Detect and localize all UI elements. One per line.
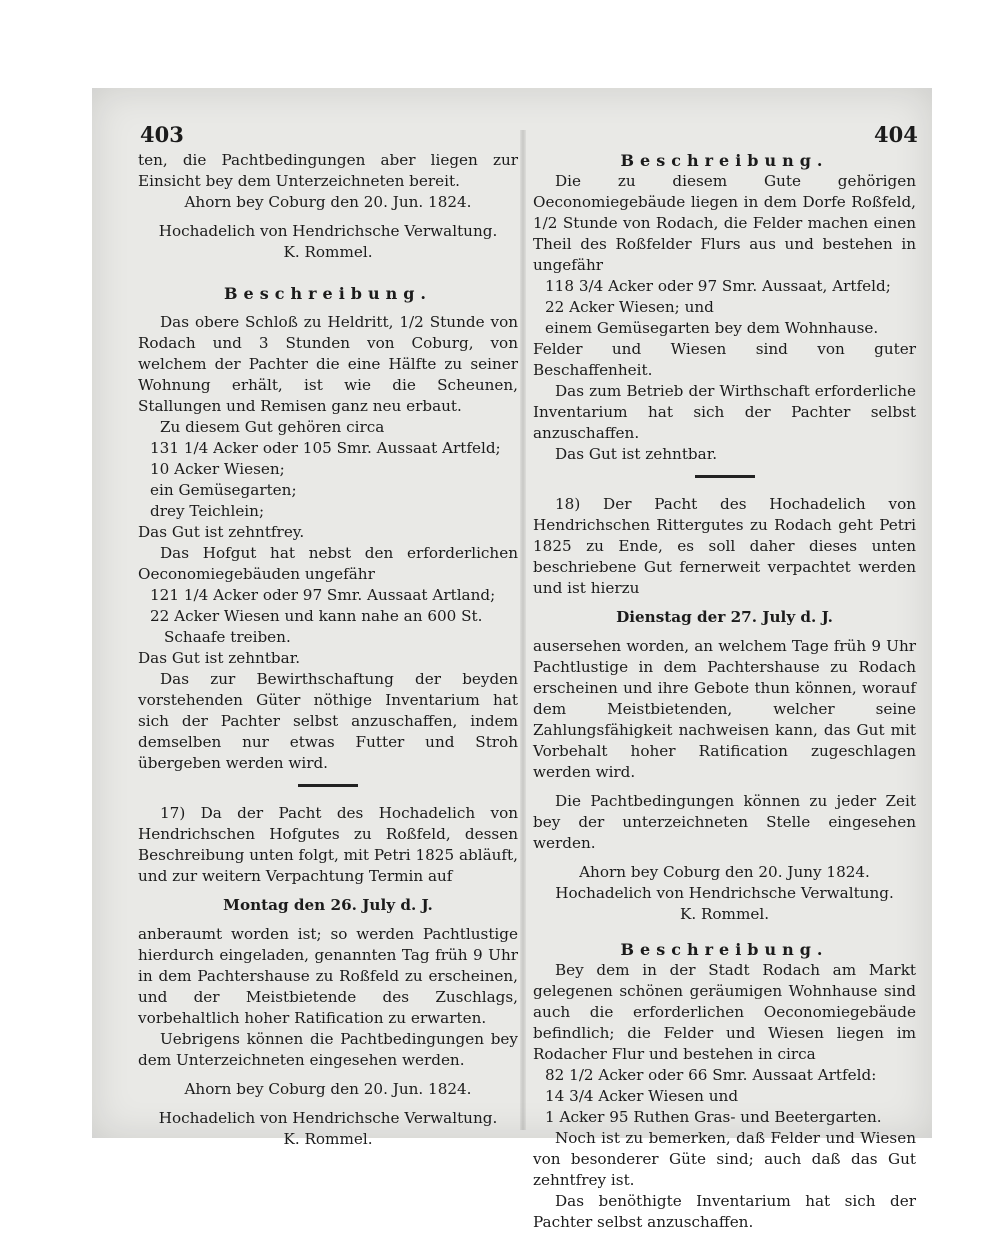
list-item: 131 1/4 Acker oder 105 Smr. Aussaat Artfeld; (150, 439, 501, 457)
list-item: ein Gemüsegarten; (150, 481, 297, 499)
signer-name: K. Rommel. (283, 243, 373, 261)
place-date: Ahorn bey Coburg den 20. Jun. 1824. (184, 193, 472, 211)
page-number-left: 403 (140, 122, 184, 147)
auction-date: Dienstag der 27. July d. J. (616, 608, 833, 626)
administration-name: Hochadelich von Hendrichsche Verwaltung. (158, 1109, 498, 1127)
list-item: einem Gemüsegarten bey dem Wohnhause. (545, 319, 879, 337)
tax-note: Das Gut ist zehntbar. (138, 649, 301, 667)
notice-17-paragraph: 17) Da der Pacht des Hochadelich von Hendrichschen Hofgutes zu Roßfeld, dessen Beschreibung unten folgt, mit Petri 1825 abläuft, und zur weitern Verpachtung Termin auf (138, 804, 518, 885)
section-divider (298, 784, 358, 787)
signer-name: K. Rommel. (679, 905, 770, 923)
list-item: 22 Acker Wiesen; und (545, 298, 714, 316)
list-lead: Zu diesem Gut gehören circa (160, 418, 385, 436)
place-date: Ahorn bey Coburg den 20. Jun. 1824. (184, 1080, 472, 1098)
notice-18-paragraph: 18) Der Pacht des Hochadelich von Hendrichschen Rittergutes zu Rodach geht Petri 1825 zu Ende, es soll daher dieses unten beschriebene Gut fernerweit verpachtet werden und ist hierzu (533, 495, 916, 597)
page-number-right: 404 (874, 122, 918, 147)
section-divider (695, 475, 755, 478)
list-item: 1 Acker 95 Ruthen Gras- und Beetergarten. (545, 1108, 882, 1126)
signer-name: K. Rommel. (283, 1130, 373, 1148)
list-item: 14 3/4 Acker Wiesen und (545, 1087, 739, 1105)
invitation-paragraph: anberaumt worden ist; so werden Pachtlustige hierdurch eingeladen, genannten Tag früh 9 Uhr in dem Pachtershause zu Roßfeld zu erscheinen, und der Meistbietende des Zuschlags, vorbehaltlich hoher Ratification zu erwarten. (138, 925, 518, 1027)
list-item: drey Teichlein; (150, 502, 265, 520)
conditions-paragraph: Die Pachtbedingungen können zu jeder Zeit bey der unterzeichneten Stelle eingesehen werden. (533, 792, 916, 852)
list-item: 118 3/4 Acker oder 97 Smr. Aussaat, Artfeld; (545, 277, 891, 295)
invitation-paragraph: ausersehen worden, an welchem Tage früh 9 Uhr Pachtlustige in dem Pachtershause zu Rodach erscheinen und ihre Gebote thun können, worauf dem Meistbietenden, welcher seine Zahlungsfähigkeit nachweisen kann, das Gut mit Vorbehalt hoher Ratification zugeschlagen werden wird. (533, 637, 916, 781)
section-heading: Beschreibung. (620, 151, 829, 170)
list-item: 82 1/2 Acker oder 66 Smr. Aussaat Artfeld: (545, 1066, 877, 1084)
description-paragraph: Bey dem in der Stadt Rodach am Markt gelegenen schönen geräumigen Wohnhause sind auch die erforderlichen Oeconomiegebäude befindlich; die Felder und Wiesen liegen im Rodacher Flur und bestehen in circa (533, 961, 916, 1063)
auction-date: Montag den 26. July d. J. (223, 896, 433, 914)
place-date: Ahorn bey Coburg den 20. Juny 1824. (579, 863, 870, 881)
tax-note: Das Gut ist zehntfrey. (138, 523, 305, 541)
intro-paragraph: ten, die Pachtbedingungen aber liegen zur Einsicht bey dem Unterzeichneten bereit. (138, 151, 518, 190)
hofgut-paragraph: Das Hofgut hat nebst den erforderlichen Oeconomiegebäuden ungefähr (138, 544, 518, 583)
book-gutter (520, 130, 526, 1130)
administration-name: Hochadelich von Hendrichsche Verwaltung. (158, 222, 498, 240)
administration-name: Hochadelich von Hendrichsche Verwaltung. (555, 884, 894, 902)
description-paragraph: Die zu diesem Gute gehörigen Oeconomiegebäude liegen in dem Dorfe Roßfeld, 1/2 Stunde von Rodach, die Felder machen einen Theil des Roßfelder Flurs aus und bestehen in ungefähr (533, 172, 916, 274)
conditions-paragraph: Uebrigens können die Pachtbedingungen bey dem Unterzeichneten eingesehen werden. (138, 1030, 518, 1069)
description-paragraph: Das obere Schloß zu Heldritt, 1/2 Stunde von Rodach und 3 Stunden von Coburg, von welchem der Pachter die eine Hälfte zu seiner Wohnung erhält, ist wie die Scheunen, Stallungen und Remisen ganz neu erbaut. (138, 313, 518, 415)
remark-paragraph: Noch ist zu bemerken, daß Felder und Wiesen von besonderer Güte sind; auch daß das Gut zehntfrey ist. (533, 1129, 916, 1189)
inventory-paragraph: Das zur Bewirthschaftung der beyden vorstehenden Güter nöthige Inventarium hat sich der Pachter selbst anzuschaffen, indem demselben nur etwas Futter und Stroh übergeben werden wird. (138, 670, 518, 772)
inventory-paragraph: Das zum Betrieb der Wirthschaft erforderliche Inventarium hat sich der Pachter selbst anzuschaffen. (533, 382, 916, 442)
list-item: 22 Acker Wiesen und kann nahe an 600 St. Schaafe treiben. (150, 607, 483, 646)
inventory-paragraph: Das benöthigte Inventarium hat sich der Pachter selbst anzuschaffen. (533, 1192, 916, 1231)
tax-note: Das Gut ist zehntbar. (555, 445, 718, 463)
right-page-column (533, 150, 916, 1233)
list-item: 121 1/4 Acker oder 97 Smr. Aussaat Artland; (150, 586, 496, 604)
section-heading: Beschreibung. (620, 940, 829, 959)
list-item: 10 Acker Wiesen; (150, 460, 285, 478)
left-page-column (138, 150, 518, 1150)
section-heading: Beschreibung. (224, 284, 432, 303)
quality-note: Felder und Wiesen sind von guter Beschaffenheit. (533, 340, 916, 379)
